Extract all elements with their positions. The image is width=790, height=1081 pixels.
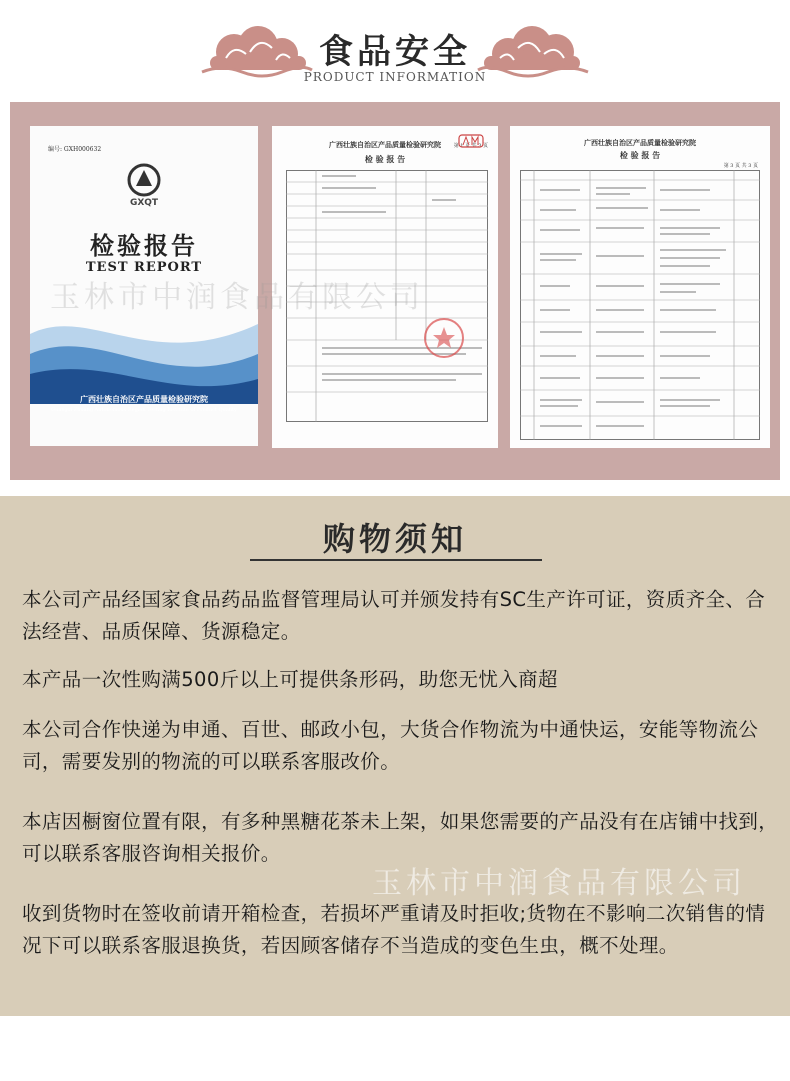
watermark-bottom: 玉林市中润食品有限公司 (372, 866, 746, 901)
certificate-band (10, 102, 780, 480)
cover-title-en: TEST REPORT (85, 260, 203, 275)
test-report-page-1 (272, 126, 498, 448)
institute-name-en: Guangxi Zhuang Autonomous Region Testing Institute of Product Quality (51, 407, 237, 413)
notice-paragraph-shipping: 本公司合作快递为申通、百世、邮政小包，大货合作物流为中通快运，安能等物流公司，需要发别的物流的可以联系客服改价。 (22, 718, 759, 773)
notice-paragraph-products: 本店因橱窗位置有限，有多种黑糖花茶未上架，如果您需要的产品没有在店铺中找到，可以联系客服咨询相关报价。 (22, 810, 779, 865)
header (0, 0, 790, 100)
gxqt-logo-icon (126, 162, 162, 198)
report-title: 检 验 报 告 (619, 150, 661, 160)
official-seal-icon (422, 316, 466, 360)
cover-title-cn: 检验报告 (90, 231, 198, 260)
report-heading: 广西壮族自治区产品质量检验研究院 (584, 138, 696, 147)
test-report-cover (30, 126, 258, 446)
notice-paragraph-barcode: 本产品一次性购满500斤以上可提供条形码，助您无忧入商超 (22, 668, 558, 691)
watermark-top: 玉林市中润食品有限公司 (50, 280, 424, 315)
shopping-notice (0, 496, 790, 1016)
header-subtitle: PRODUCT INFORMATION (303, 70, 487, 84)
logo-text: GXQT (129, 198, 159, 208)
wave-decoration-icon (30, 294, 258, 404)
report-number: 编号: GXH000632 (48, 146, 102, 153)
notice-title: 购物须知 (322, 520, 467, 558)
report-title: 检 验 报 告 (364, 154, 406, 164)
report-results-table (520, 170, 760, 440)
report-page-number: 第 3 页 共 3 页 (723, 163, 758, 169)
notice-paragraph-returns: 收到货物时在签收前请开箱检查，若损坏严重请及时拒收;货物在不影响二次销售的情况下可以联系客服退换货，若因顾客储存不当造成的变色生虫，概不处理。 (22, 902, 766, 957)
report-table-lines (286, 170, 488, 422)
test-report-page-3 (510, 126, 770, 448)
report-heading: 广西壮族自治区产品质量检验研究院 (329, 140, 441, 149)
report-page-number: 第 1 页 共 3 页 (453, 143, 488, 149)
cma-mark-icon (458, 134, 484, 148)
title-underline (250, 559, 542, 561)
cloud-ornament-right-icon (474, 22, 594, 84)
header-title: 食品安全 (319, 32, 471, 72)
notice-paragraph-license: 本公司产品经国家食品药品监督管理局认可并颁发持有SC生产许可证，资质齐全、合法经营、品质保障、货源稳定。 (22, 588, 766, 643)
institute-name-cn: 广西壮族自治区产品质量检验研究院 (80, 394, 208, 404)
